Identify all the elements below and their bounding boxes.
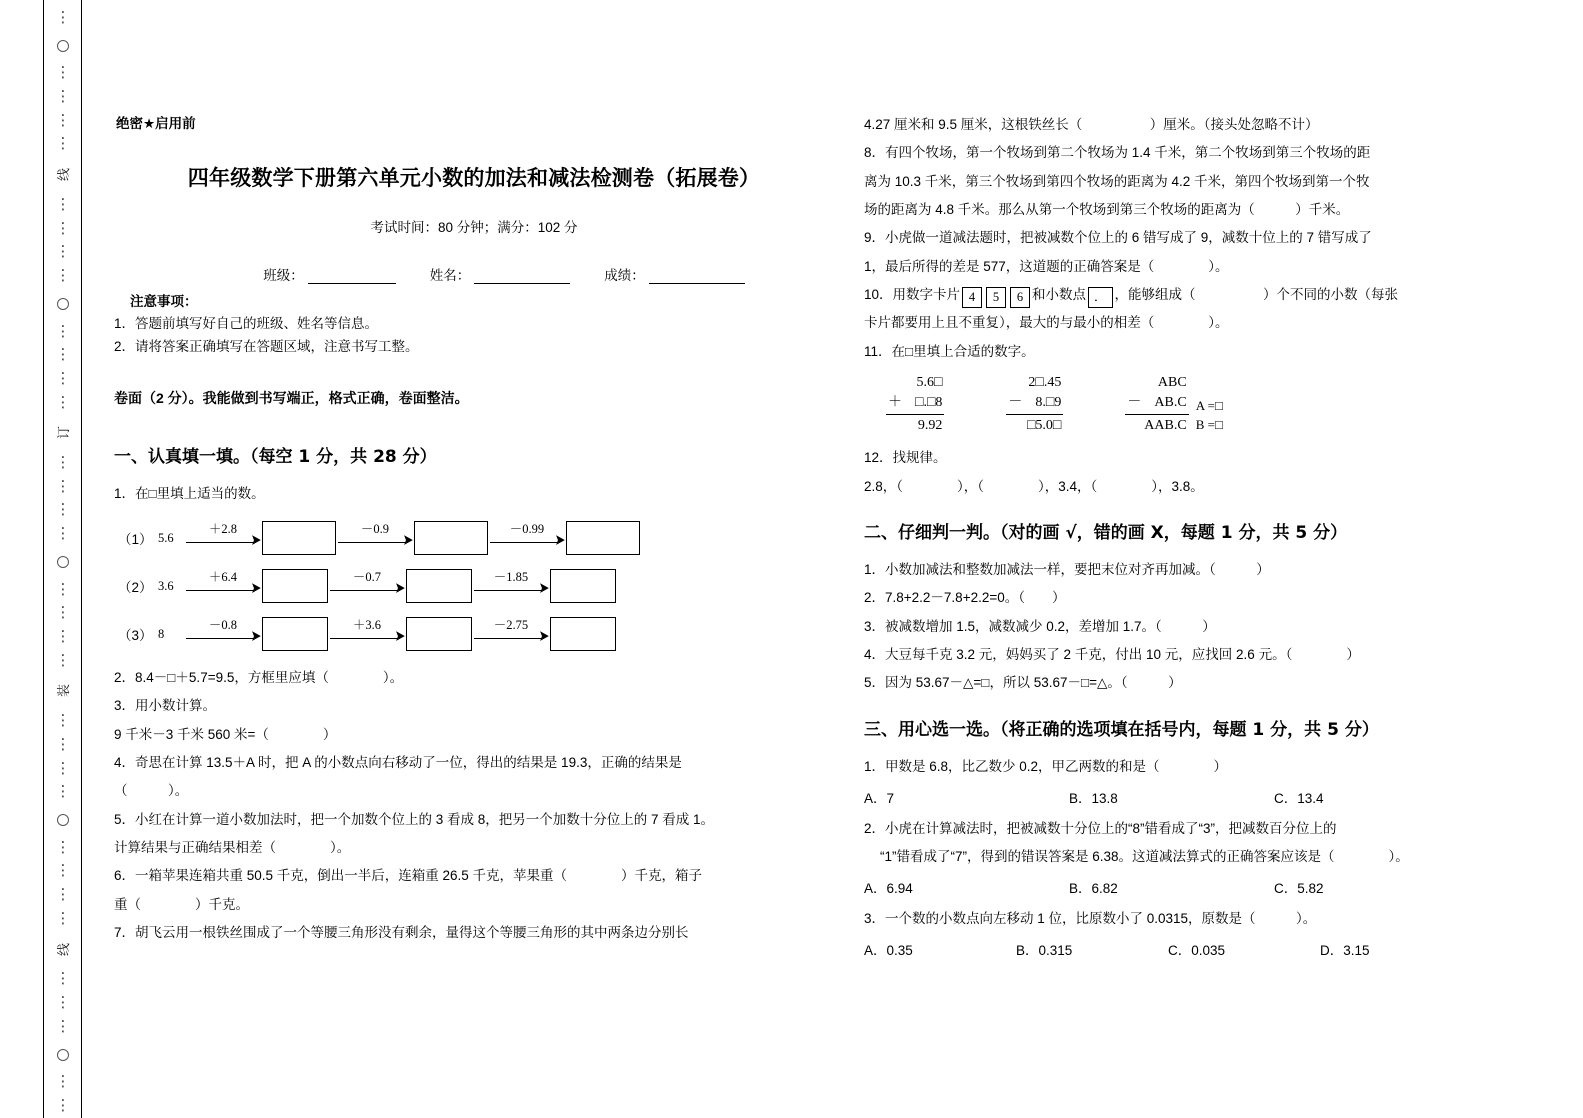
vertical-calc-letter-puzzle [1125, 373, 1222, 436]
flow-operation: －1.85 [493, 570, 529, 585]
mc-question-2-stem-line2: “1”错看成了“7”，得到的错误答案是 6.38。这道减法算式的正确答案应该是（ ）。 [880, 848, 1409, 864]
seal-dots [56, 343, 71, 367]
vcalc-top-operand: 2□.45 [1028, 374, 1062, 390]
flow-label: （1） [118, 532, 153, 548]
seal-circle-icon [57, 298, 69, 310]
student-id-fields [160, 264, 848, 284]
question-3-stem: 3．用小数计算。 [114, 698, 217, 714]
seal-dots [56, 1015, 71, 1039]
seal-char-1: 订 [57, 426, 73, 440]
seal-dots [56, 860, 71, 884]
mc-option-b[interactable]: B．6.82 [1069, 881, 1118, 897]
question-10-line1 [864, 282, 1556, 308]
vertical-calc-stack [1125, 373, 1188, 436]
seal-dots [56, 133, 71, 157]
seal-dots [56, 757, 71, 781]
flow-start-value: 3.6 [158, 578, 174, 593]
question-7-line1: 7．胡飞云用一根铁丝围成了一个等腰三角形没有剩余，量得这个等腰三角形的其中两条边分别长 [114, 924, 689, 940]
seal-dots [56, 780, 71, 804]
tf-question-3: 3．被减数增加 1.5，减数减少 0.2，差增加 1.7。（ ） [864, 618, 1216, 634]
seal-dots [56, 109, 71, 133]
arrow-head-icon [396, 631, 405, 641]
vcalc-operator: － [1008, 394, 1023, 410]
flow-start-value: 8 [158, 626, 165, 641]
arrow-head-icon [404, 535, 413, 545]
vcalc-operator: ＋ [888, 394, 902, 410]
flow-start-value: 5.6 [158, 530, 174, 545]
note-item: 1．答题前填写好自己的班级、姓名等信息。 [114, 316, 379, 331]
flow-answer-box[interactable] [262, 617, 328, 651]
flow-arrow [328, 569, 406, 603]
arrow-line-icon [474, 590, 542, 591]
question-8-line1: 8．有四个牧场，第一个牧场到第二个牧场为 1.4 千米，第二个牧场到第三个牧场的距 [864, 145, 1371, 161]
seal-binding-margin [0, 0, 84, 1118]
flow-diagram-3 [118, 617, 848, 651]
seal-char-2: 装 [57, 684, 73, 698]
arrow-head-icon [396, 583, 405, 593]
tf-question-2: 2．7.8+2.2－7.8+2.2=0。（ ） [864, 590, 1066, 606]
class-field[interactable] [263, 264, 396, 284]
question-4-line1: 4．奇思在计算 13.5＋A 时，把 A 的小数点向右移动了一位，得出的结果是 19.3，正确的结果是 [114, 755, 682, 771]
flow-operation: ＋3.6 [352, 618, 382, 633]
vcalc-operator: － [1127, 394, 1142, 410]
seal-circle-icon [57, 556, 69, 568]
question-1-stem: 1．在□里填上适当的数。 [114, 485, 265, 501]
arrow-line-icon [490, 542, 558, 543]
vcalc-top-operand: 5.6□ [916, 374, 943, 390]
arrow-head-icon [252, 631, 261, 641]
seal-char-0: 线 [57, 168, 73, 182]
seal-dots [56, 733, 71, 757]
arrow-head-icon [252, 583, 261, 593]
seal-circle-icon [57, 814, 69, 826]
right-column [864, 0, 1564, 1118]
vertical-calc-stack [1006, 373, 1063, 436]
arrow-head-icon [252, 535, 261, 545]
note-item: 2．请将答案正确填写在答题区域，注意书写工整。 [114, 338, 419, 354]
score-field[interactable] [604, 264, 745, 284]
seal-line-left-rule [43, 0, 44, 1118]
mc-option-c[interactable]: C．5.82 [1274, 881, 1324, 897]
mc-question-1-options [864, 786, 1556, 812]
seal-dots [56, 499, 71, 523]
seal-dots [56, 85, 71, 109]
seal-dots [56, 193, 71, 217]
question-10-prefix: 10．用数字卡片 [864, 286, 961, 302]
left-column [84, 0, 864, 1118]
paper-quality-note: 卷面（2 分）。我能做到书写端正，格式正确，卷面整洁。 [114, 389, 469, 406]
vcalc-result: □5.0□ [1026, 417, 1062, 433]
seal-circle-icon [57, 40, 69, 52]
flow-arrow [184, 569, 262, 603]
mc-option-d[interactable]: D．3.15 [1320, 943, 1370, 959]
question-8-line2: 离为 10.3 千米，第三个牧场到第四个牧场的距离为 4.2 千米，第四个牧场到第一个牧 [864, 173, 1370, 189]
seal-dots [56, 578, 71, 602]
seal-dots [56, 264, 71, 288]
vcalc-bottom-operand: □.□8 [915, 394, 943, 410]
flow-answer-box[interactable] [550, 569, 616, 603]
flow-answer-box[interactable] [414, 521, 488, 555]
seal-dots [56, 625, 71, 649]
flow-answer-box[interactable] [406, 617, 472, 651]
variable-b-answer[interactable]: B =□ [1195, 416, 1223, 432]
question-7-line2: 4.27 厘米和 9.5 厘米，这根铁丝长（ ）厘米。（接头处忽略不计） [864, 117, 1319, 132]
tf-question-5: 5．因为 53.67－△=□，所以 53.67－□=△。（ ） [864, 675, 1182, 691]
seal-dots [56, 836, 71, 860]
section-2-heading: 二、仔细判一判。（对的画 √，错的画 X，每题 1 分，共 5 分） [864, 523, 1348, 544]
flow-arrow [184, 617, 262, 651]
seal-dots [56, 907, 71, 931]
tf-question-1: 1．小数加减法和整数加减法一样，要把末位对齐再加减。（ ） [864, 562, 1270, 578]
flow-answer-box[interactable] [550, 617, 616, 651]
seal-dots [56, 391, 71, 415]
arrow-line-icon [474, 638, 542, 639]
flow-operation: －0.8 [208, 618, 238, 633]
flow-arrow [488, 521, 566, 555]
vertical-calculations [886, 373, 1556, 436]
question-11-stem: 11．在□里填上合适的数字。 [864, 343, 1035, 359]
name-label: 姓名： [429, 268, 471, 283]
flow-operation: －0.99 [509, 522, 545, 537]
seal-dots [56, 475, 71, 499]
mc-question-1-stem: 1．甲数是 6.8，比乙数少 0.2，甲乙两数的和是（ ） [864, 758, 1228, 774]
question-6-line1: 6．一箱苹果连箱共重 50.5 千克，倒出一半后，连箱重 26.5 千克，苹果重（ ）千克，箱子 [114, 868, 703, 884]
flow-answer-box[interactable] [262, 569, 328, 603]
question-5-line1: 5．小红在计算一道小数加法时，把一个加数个位上的 3 看成 8，把另一个加数十分位上的 7 看成 1。 [114, 811, 715, 827]
page-title: 四年级数学下册第六单元小数的加法和减法检测卷（拓展卷） [187, 166, 761, 190]
digit-card-5: 5 [986, 287, 1006, 308]
seal-dots [56, 62, 71, 86]
exam-meta: 考试时间：80 分钟；满分：102 分 [370, 220, 578, 235]
question-3-body: 9 千米－3 千米 560 米=（ ） [114, 726, 337, 742]
seal-dots [56, 367, 71, 391]
flow-answer-box[interactable] [406, 569, 472, 603]
mc-question-2-options [864, 876, 1556, 902]
score-input-rule[interactable] [649, 271, 745, 284]
seal-dots [56, 709, 71, 733]
mc-question-2-stem: 2．小虎在计算减法时，把被减数十分位上的“8”错看成了“3”，把减数百分位上的 [864, 820, 1337, 836]
mc-option-a[interactable]: A．6.94 [864, 881, 913, 897]
question-6-line2: 重（ ）千克。 [114, 896, 249, 912]
mc-option-a[interactable]: A．0.35 [864, 943, 913, 959]
seal-dots [56, 240, 71, 264]
flow-operation: ＋6.4 [208, 570, 238, 585]
question-5-line2: 计算结果与正确结果相差（ ）。 [114, 840, 351, 856]
vertical-calc-stack [886, 373, 944, 436]
flow-operation: －0.9 [360, 522, 390, 537]
mc-option-b[interactable]: B．13.8 [1069, 790, 1118, 806]
flow-diagram-2 [118, 569, 848, 603]
seal-dots [56, 1094, 71, 1118]
mc-option-c[interactable]: C．0.035 [1168, 943, 1226, 959]
notes-title: 注意事项： [130, 294, 198, 309]
seal-dots [56, 991, 71, 1015]
arrow-head-icon [540, 631, 549, 641]
seal-dots [56, 6, 71, 30]
question-8-line3: 场的距离为 4.8 千米。那么从第一个牧场到第三个牧场的距离为（ ）千米。 [864, 201, 1350, 217]
flow-arrow [472, 617, 550, 651]
seal-dots [56, 217, 71, 241]
flow-label: （3） [118, 628, 153, 644]
flow-diagram-1 [118, 521, 848, 555]
seal-circle-icon [57, 1049, 69, 1061]
vcalc-bottom-row [1006, 393, 1063, 415]
mc-question-3-stem: 3．一个数的小数点向左移动 1 位，比原数小了 0.0315，原数是（ ）。 [864, 910, 1317, 926]
vcalc-bottom-row [1125, 393, 1188, 415]
flow-arrow [184, 521, 262, 555]
seal-dots [56, 320, 71, 344]
class-label: 班级： [263, 268, 304, 283]
question-2: 2．8.4－□＋5.7=9.5，方框里应填（ ）。 [114, 670, 404, 686]
flow-operation: －0.7 [352, 570, 382, 585]
seal-line-track [48, 0, 78, 1118]
question-9-line2: 1，最后所得的差是 577，这道题的正确答案是（ ）。 [864, 258, 1229, 274]
vcalc-result: AAB.C [1144, 417, 1187, 433]
section-1-heading: 一、认真填一填。（每空 1 分，共 28 分） [114, 446, 437, 467]
flow-answer-box[interactable] [566, 521, 640, 555]
question-10-suffix: ，能够组成（ ）个不同的小数（每张 [1114, 286, 1399, 302]
vcalc-bottom-row [886, 393, 944, 415]
flow-label: （2） [118, 580, 153, 596]
variable-a-answer[interactable]: A =□ [1195, 397, 1223, 413]
tf-question-4: 4．大豆每千克 3.2 元，妈妈买了 2 千克，付出 10 元，应找回 2.6 元。（ ） [864, 647, 1360, 662]
flow-answer-box[interactable] [262, 521, 336, 555]
arrow-line-icon [330, 590, 398, 591]
mc-question-3-options [864, 938, 1556, 964]
arrow-line-icon [186, 590, 254, 591]
question-12-body: 2.8，（ ），（ ），3.4，（ ），3.8。 [864, 478, 1204, 494]
question-9-line1: 9．小虎做一道减法题时，把被减数个位上的 6 错写成了 9，减数十位上的 7 错写成了 [864, 230, 1372, 246]
seal-char-3: 线 [57, 942, 73, 956]
exam-paper-body [84, 0, 1583, 1118]
flow-arrow [328, 617, 406, 651]
arrow-head-icon [540, 583, 549, 593]
seal-dots [56, 968, 71, 992]
vcalc-variable-answers [1196, 397, 1223, 436]
seal-dots [56, 649, 71, 673]
name-input-rule[interactable] [474, 271, 570, 284]
decimal-point-card: ． [1088, 287, 1113, 308]
score-label: 成绩： [604, 268, 645, 283]
arrow-line-icon [186, 638, 254, 639]
vcalc-result: 9.92 [917, 417, 943, 433]
question-10-line2: 卡片都要用上且不重复），最大的与最小的相差（ ）。 [864, 315, 1229, 331]
vcalc-bottom-operand: 8.□9 [1035, 394, 1062, 410]
flow-arrow [336, 521, 414, 555]
arrow-head-icon [556, 535, 565, 545]
secret-notice: 绝密★启用前 [116, 116, 196, 132]
seal-dots [56, 883, 71, 907]
arrow-line-icon [338, 542, 406, 543]
flow-operation: －2.75 [493, 618, 529, 633]
flow-arrow [472, 569, 550, 603]
class-input-rule[interactable] [308, 271, 396, 284]
seal-dots [56, 522, 71, 546]
mc-option-b[interactable]: B．0.315 [1016, 943, 1073, 959]
question-4-line2: （ ）。 [114, 783, 189, 799]
seal-dots [56, 1071, 71, 1095]
arrow-line-icon [186, 542, 254, 543]
question-10-mid: 和小数点 [1032, 286, 1087, 302]
seal-dots [56, 451, 71, 475]
mc-option-c[interactable]: C．13.4 [1274, 790, 1324, 806]
seal-dots [56, 602, 71, 626]
question-12-stem: 12．找规律。 [864, 450, 947, 466]
flow-operation: ＋2.8 [208, 522, 238, 537]
name-field[interactable] [430, 264, 571, 284]
vcalc-top-operand: ABC [1157, 374, 1187, 390]
vertical-calc-addition [886, 373, 944, 436]
mc-option-a[interactable]: A．7 [864, 790, 895, 806]
vcalc-bottom-operand: AB.C [1154, 394, 1187, 410]
seal-line-right-rule [81, 0, 82, 1118]
section-3-heading: 三、用心选一选。（将正确的选项填在括号内，每题 1 分，共 5 分） [864, 719, 1379, 740]
digit-card-6: 6 [1010, 287, 1030, 308]
digit-card-4: 4 [962, 287, 982, 308]
vertical-calc-subtraction [1006, 373, 1063, 436]
arrow-line-icon [330, 638, 398, 639]
